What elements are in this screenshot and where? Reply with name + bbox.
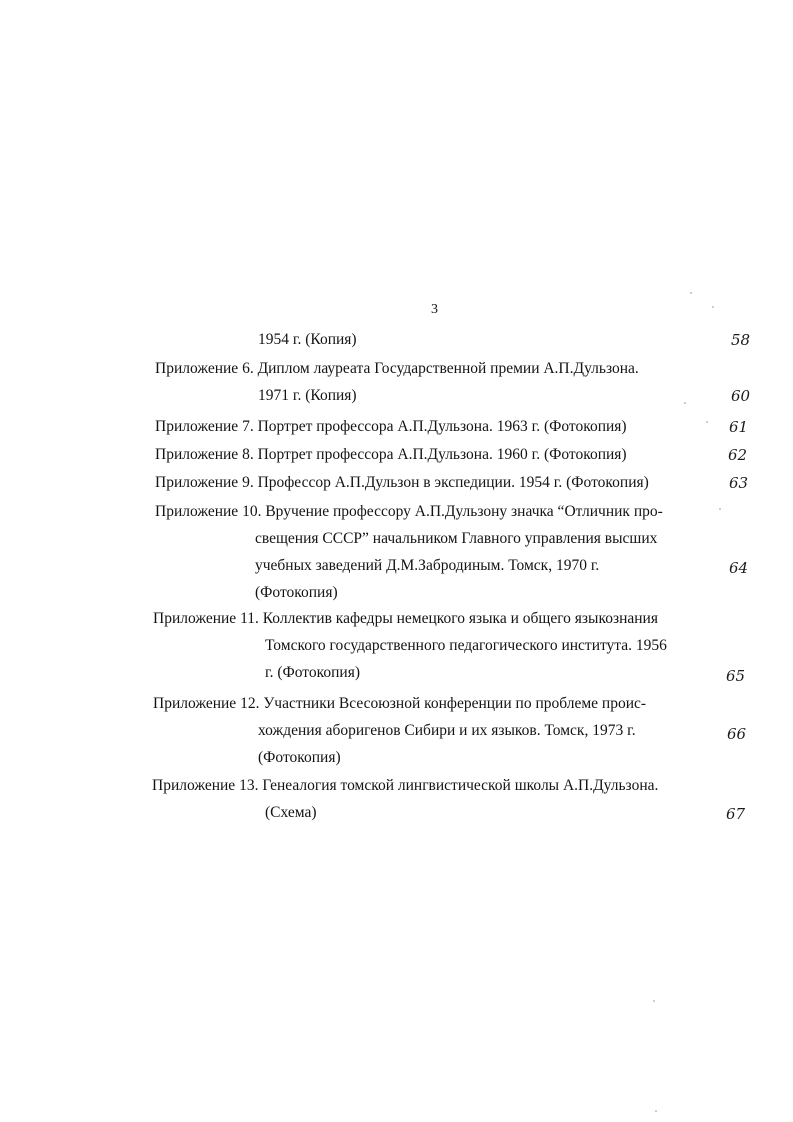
scan-speck xyxy=(684,402,686,404)
toc-entry-line: Приложение 9. Профессор А.П.Дульзон в экспедиции. 1954 г. (Фотокопия) xyxy=(155,474,649,491)
toc-entry-line: (Фотокопия) xyxy=(258,749,341,766)
toc-entry-line: Приложение 10. Вручение профессору А.П.Дульзону значка “Отличник про- xyxy=(155,503,663,520)
toc-page-ref: 67 xyxy=(726,805,746,823)
toc-page-ref: 62 xyxy=(728,446,748,464)
toc-page-ref: 60 xyxy=(731,387,751,405)
page-number: 3 xyxy=(431,302,438,317)
toc-page-ref: 61 xyxy=(729,418,749,436)
toc-entry-line: Приложение 13. Генеалогия томской лингвистической школы А.П.Дульзона. xyxy=(152,777,659,794)
toc-page-ref: 63 xyxy=(729,474,749,492)
toc-page-ref: 58 xyxy=(731,331,751,349)
toc-entry-line: 1971 г. (Копия) xyxy=(258,387,357,404)
toc-page-ref: 66 xyxy=(727,725,747,743)
toc-page-ref: 65 xyxy=(726,667,746,685)
toc-entry-line: Приложение 8. Портрет профессора А.П.Дульзона. 1960 г. (Фотокопия) xyxy=(155,446,627,463)
toc-entry-line: г. (Фотокопия) xyxy=(265,664,361,681)
scan-speck xyxy=(719,508,721,510)
toc-entry-line: Томского государственного педагогического института. 1956 xyxy=(265,637,667,654)
scan-speck xyxy=(706,421,708,423)
toc-entry-line: 1954 г. (Копия) xyxy=(258,331,357,348)
toc-entry-line: Приложение 12. Участники Всесоюзной конференции по проблеме проис- xyxy=(153,695,647,712)
toc-entry-line: Приложение 6. Диплом лауреата Государственной премии А.П.Дульзона. xyxy=(155,360,639,377)
scan-speck xyxy=(712,306,714,308)
toc-entry-line: свещения СССР” начальником Главного управления высших xyxy=(255,530,658,547)
toc-page-ref: 64 xyxy=(729,559,749,577)
toc-entry-line: хождения аборигенов Сибири и их языков. Томск, 1973 г. xyxy=(258,722,636,739)
toc-entry-line: (Схема) xyxy=(265,804,317,821)
toc-entry-line: учебных заведений Д.М.Забродиным. Томск, 1970 г. xyxy=(255,557,600,574)
toc-entry-line: Приложение 7. Портрет профессора А.П.Дульзона. 1963 г. (Фотокопия) xyxy=(155,418,627,435)
scan-speck xyxy=(655,1110,657,1112)
toc-entry-line: (Фотокопия) xyxy=(255,584,338,601)
scan-speck xyxy=(690,292,692,294)
toc-entry-line: Приложение 11. Коллектив кафедры немецкого языка и общего языкознания xyxy=(153,610,658,627)
scan-speck xyxy=(653,1000,655,1002)
